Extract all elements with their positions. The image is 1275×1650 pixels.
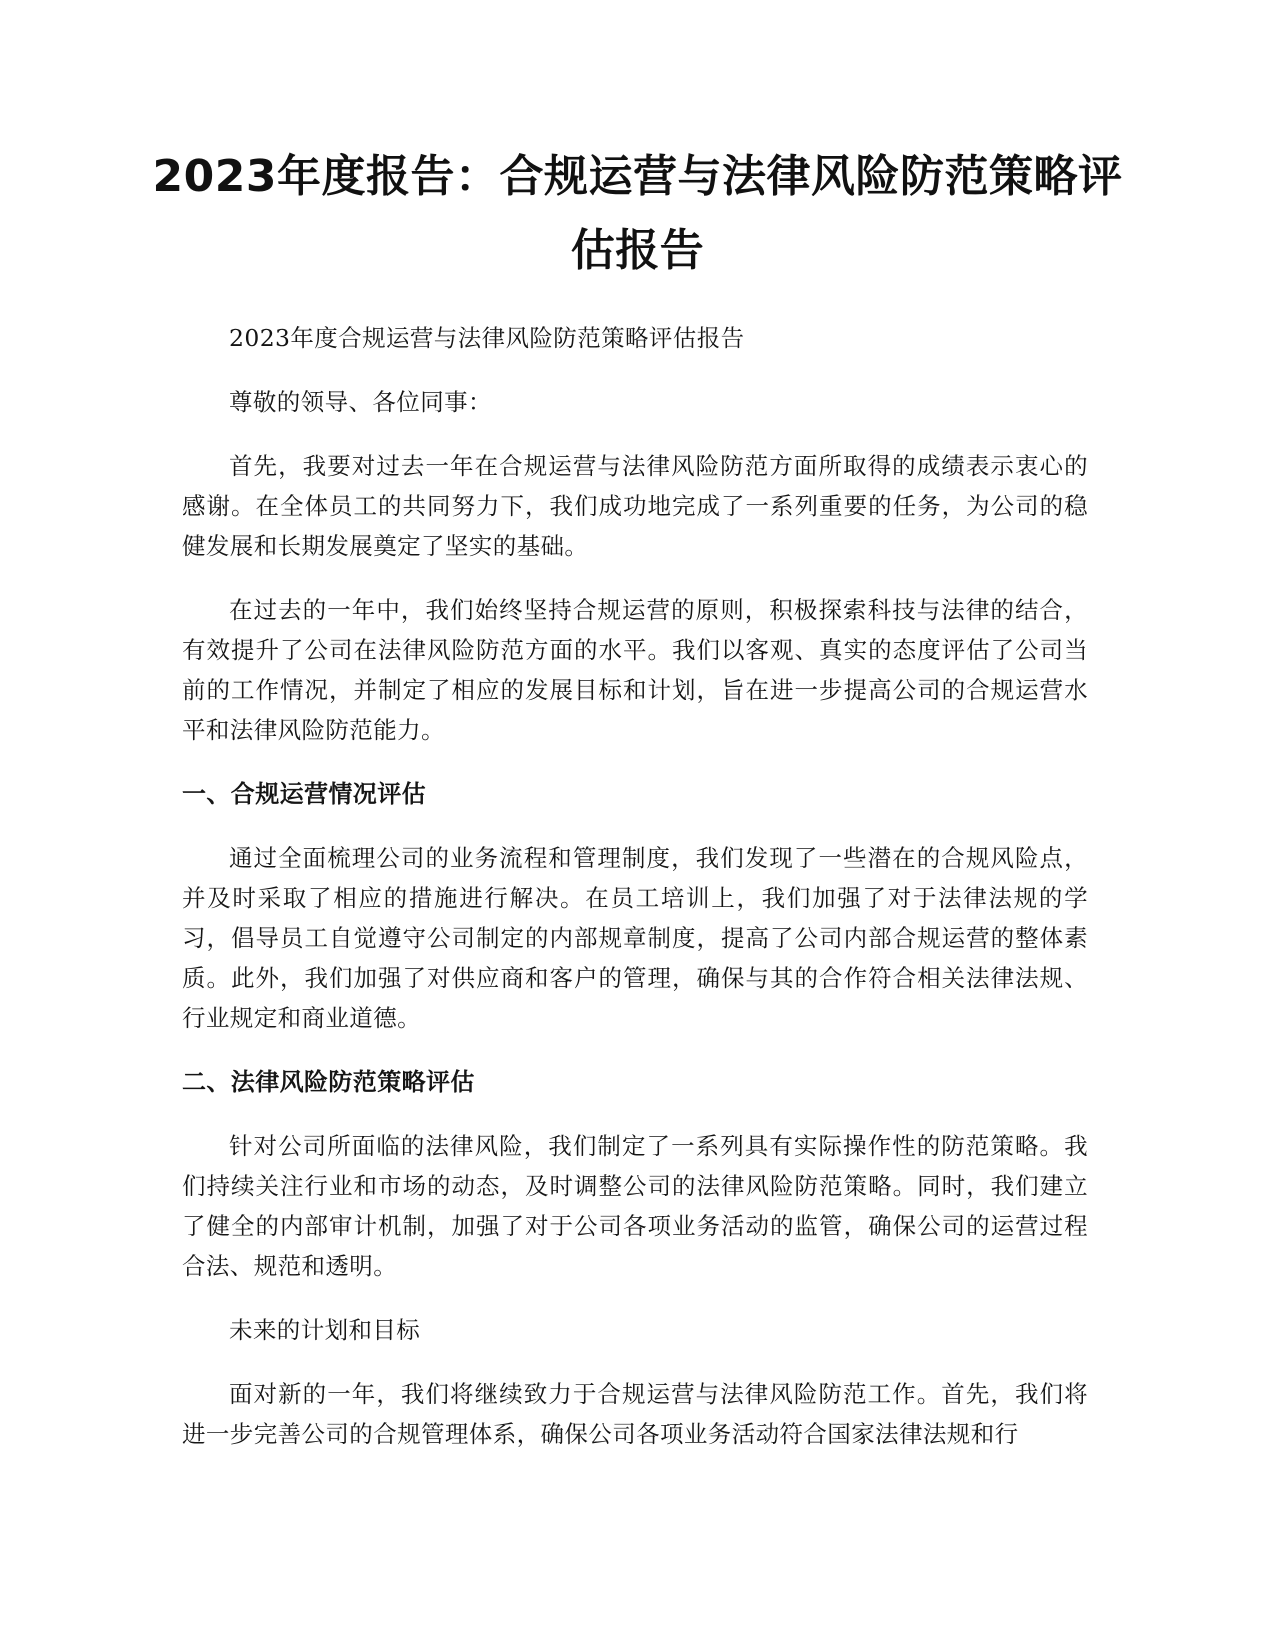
section-1-heading: 一、合规运营情况评估 — [182, 780, 426, 808]
section-2-heading: 二、法律风险防范策略评估 — [182, 1068, 475, 1096]
section-1-paragraph: 通过全面梳理公司的业务流程和管理制度，我们发现了一些潜在的合规风险点，并及时采取了相应的措施进行解决。在员工培训上，我们加强了对于法律法规的学习，倡导员工自觉遵守公司制定的内部规章制度，提高了公司内部合规运营的整体素质。此外，我们加强了对供应商和客户的管理，确保与其的合作符合相关法律法规、行业规定和商业道德。 — [182, 844, 1088, 1032]
intro-paragraph-2: 在过去的一年中，我们始终坚持合规运营的原则，积极探索科技与法律的结合，有效提升了公司在法律风险防范方面的水平。我们以客观、真实的态度评估了公司当前的工作情况，并制定了相应的发展目标和计划，旨在进一步提高公司的合规运营水平和法律风险防范能力。 — [182, 596, 1088, 744]
document-title: 2023年度报告：合规运营与法律风险防范策略评估报告 — [152, 151, 1123, 276]
subtitle-paragraph: 2023年度合规运营与法律风险防范策略评估报告 — [229, 324, 745, 352]
future-plan-paragraph: 面对新的一年，我们将继续致力于合规运营与法律风险防范工作。首先，我们将进一步完善公司的合规管理体系，确保公司各项业务活动符合国家法律法规和行 — [182, 1380, 1088, 1448]
document-body — [182, 318, 1088, 1478]
greeting-paragraph: 尊敬的领导、各位同事： — [229, 388, 492, 416]
section-2-paragraph: 针对公司所面临的法律风险，我们制定了一系列具有实际操作性的防范策略。我们持续关注行业和市场的动态，及时调整公司的法律风险防范策略。同时，我们建立了健全的内部审计机制，加强了对于公司各项业务活动的监管，确保公司的运营过程合法、规范和透明。 — [182, 1132, 1088, 1280]
intro-paragraph-1: 首先，我要对过去一年在合规运营与法律风险防范方面所取得的成绩表示衷心的感谢。在全体员工的共同努力下，我们成功地完成了一系列重要的任务，为公司的稳健发展和长期发展奠定了坚实的基础。 — [182, 452, 1088, 560]
future-plan-label: 未来的计划和目标 — [229, 1316, 421, 1344]
